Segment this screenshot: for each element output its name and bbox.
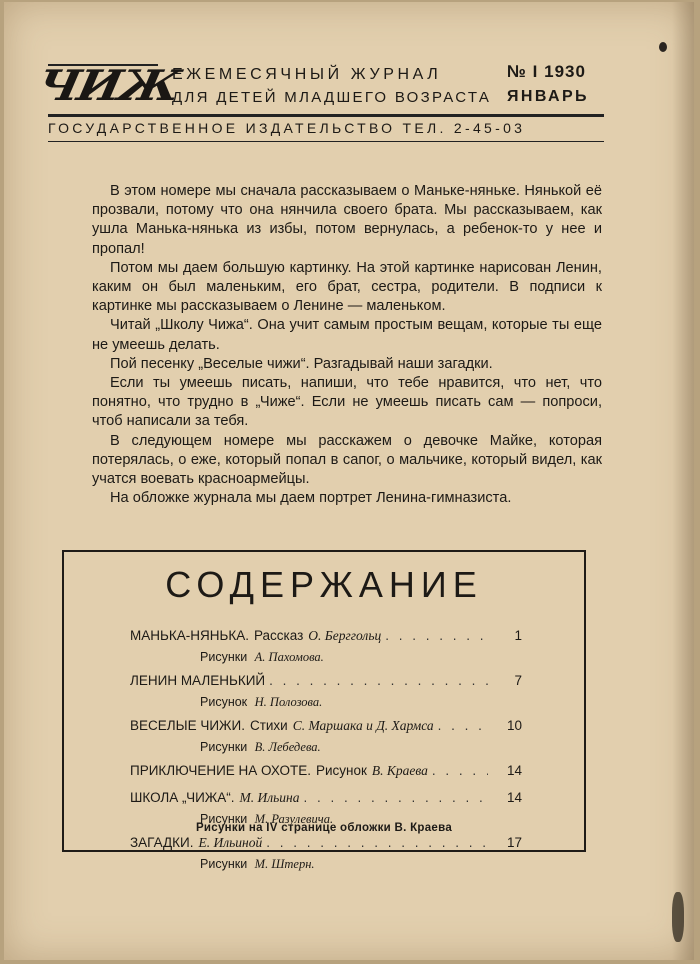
toc-page-number: 1	[514, 628, 522, 643]
toc-page-number: 7	[514, 673, 522, 688]
ink-spot	[659, 42, 667, 52]
toc-illustrator-name: В. Лебедева.	[254, 740, 321, 754]
toc-leader-dots	[438, 718, 488, 733]
intro-paragraph: В этом номере мы сначала рассказываем о Маньке-няньке. Нянькой её прозвали, потому что она нянчила своего брата. Мы рассказываем, как ушла Манька-нянька из избы, потом вернулась, а ребенок-то у нее и пропал!	[92, 183, 602, 257]
page-edge-shadow	[672, 2, 694, 960]
toc-entry-author: О. Берггольц	[308, 628, 382, 643]
toc-entry	[130, 628, 522, 649]
magazine-page	[4, 2, 694, 960]
toc-entry-title: ВЕСЕЛЫЕ ЧИЖИ.	[130, 718, 245, 733]
toc-illustrator-name: Н. Полозова.	[254, 695, 323, 709]
masthead-bottom-rule	[48, 141, 604, 142]
toc-page-number: 10	[506, 718, 522, 733]
contents-heading: СОДЕРЖАНИЕ	[165, 564, 483, 605]
toc-illustrator	[130, 856, 522, 874]
toc-leader-dots	[432, 763, 488, 778]
intro-paragraph: В следующем номере мы расскажем о девочке Майке, которая потерялась, о еже, который попал в сапог, о мальчике, который видел, как учатся воевать красноармейцы.	[92, 432, 602, 488]
intro-paragraph: Если ты умеешь писать, напиши, что тебе нравится, что нет, что понятно, что трудно в „Чиже“. Если не умеешь писать сам — попроси, чтоб написали за тебя.	[92, 375, 602, 430]
contents-list	[130, 628, 522, 874]
toc-illustrator-label: Рисунки	[200, 812, 248, 826]
toc-leader-dots	[304, 790, 489, 805]
toc-leader-dots	[269, 673, 488, 688]
toc-entry	[130, 835, 522, 856]
torn-corner	[672, 892, 684, 942]
issue-number: № I 1930	[507, 62, 586, 81]
toc-illustrator	[130, 739, 522, 757]
toc-illustrator-label: Рисунок	[200, 695, 248, 709]
toc-entry-title: ПРИКЛЮЧЕНИЕ НА ОХОТЕ.	[130, 763, 311, 778]
toc-illustrator-name: М. Штерн.	[254, 857, 315, 871]
toc-page-number: 14	[506, 790, 522, 805]
editorial-intro	[92, 182, 602, 508]
toc-page-number: 14	[506, 763, 522, 778]
toc-entry-author: Е. Ильиной	[198, 835, 263, 850]
toc-illustrator	[130, 649, 522, 667]
issue-month: ЯНВАРЬ	[507, 88, 589, 105]
toc-entry	[130, 763, 522, 784]
toc-illustrator-name: М. Разулевича.	[254, 812, 334, 826]
masthead-rule	[48, 114, 604, 117]
toc-entry	[130, 718, 522, 739]
toc-page-number: 17	[506, 835, 522, 850]
toc-entry-genre: Рисунок	[316, 763, 367, 778]
toc-leader-dots	[266, 835, 488, 850]
toc-entry	[130, 673, 522, 694]
toc-illustrator-label: Рисунки	[200, 650, 248, 664]
toc-entry-genre: Рассказ	[253, 628, 304, 643]
toc-entry-title: ЗАГАДКИ.	[130, 835, 194, 850]
publisher-line: ГОСУДАРСТВЕННОЕ ИЗДАТЕЛЬСТВО ТЕЛ. 2-45-03	[48, 120, 526, 136]
toc-entry-title: МАНЬКА-НЯНЬКА.	[130, 628, 249, 643]
intro-paragraph: Потом мы даем большую картинку. На этой картинке нарисован Ленин, каким он был маленьким, его брат, сестра, родители. В подписи к картинке мы рассказываем о Ленине — маленьком.	[92, 259, 602, 315]
table-of-contents	[62, 550, 586, 871]
cover-art-credit: Рисунки на IV странице обложки В. Краева	[195, 822, 453, 834]
masthead-subtitle-2: ДЛЯ ДЕТЕЙ МЛАДШЕГО ВОЗРАСТА	[172, 89, 492, 106]
toc-leader-dots	[385, 628, 488, 643]
intro-paragraph: На обложке журнала мы даем портрет Ленина-гимназиста.	[110, 490, 512, 507]
toc-entry-author: В. Краева	[371, 763, 428, 778]
intro-paragraph: Читай „Школу Чижа“. Она учит самым простым вещам, которые ты еще не умеешь делать.	[92, 317, 602, 353]
toc-entry-title: ШКОЛА „ЧИЖА“.	[130, 790, 235, 805]
magazine-logo: ЧИЖ	[32, 61, 184, 110]
toc-illustrator-name: А. Пахомова.	[254, 650, 324, 664]
toc-entry	[130, 790, 522, 811]
masthead-subtitle-1: ЕЖЕМЕСЯЧНЫЙ ЖУРНАЛ	[172, 66, 442, 83]
toc-entry-genre: Стихи	[249, 718, 288, 733]
toc-entry-author: М. Ильина	[239, 790, 300, 805]
intro-paragraph: Пой песенку „Веселые чижи“. Разгадывай наши загадки.	[110, 355, 493, 372]
toc-illustrator-label: Рисунки	[200, 857, 248, 871]
toc-illustrator	[130, 694, 522, 712]
toc-illustrator-label: Рисунки	[200, 740, 248, 754]
toc-entry-author: С. Маршака и Д. Хармса	[292, 718, 434, 733]
toc-entry-title: ЛЕНИН МАЛЕНЬКИЙ	[130, 673, 266, 688]
